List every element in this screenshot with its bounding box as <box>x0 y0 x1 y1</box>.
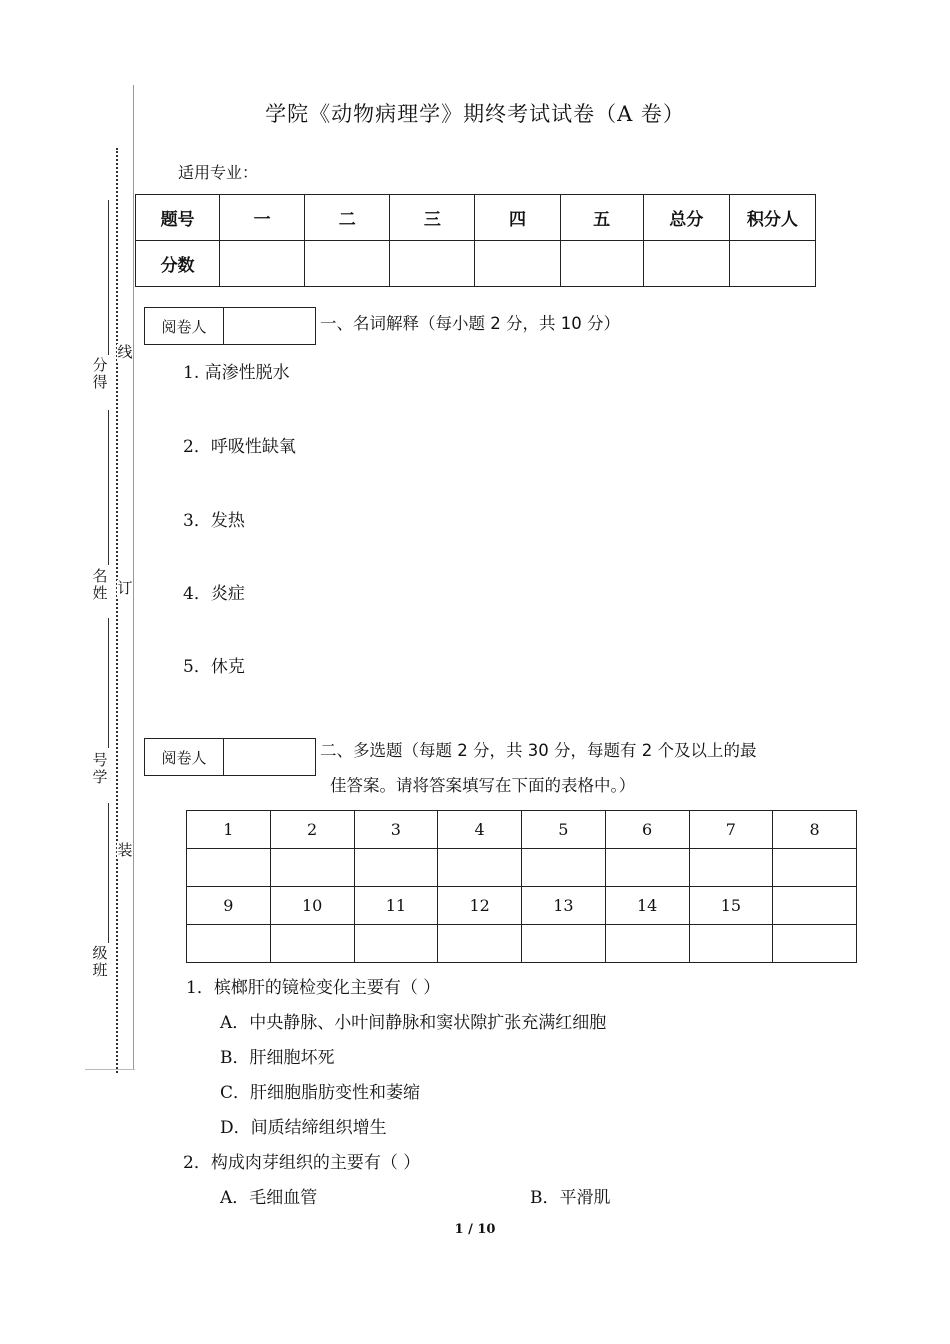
answer-number: 7 <box>689 811 773 849</box>
answer-number: 2 <box>270 811 354 849</box>
question-option: A．毛细血管 <box>220 1188 318 1208</box>
score-cell[interactable] <box>475 241 560 287</box>
answer-cell[interactable] <box>438 925 522 963</box>
score-table <box>135 194 816 287</box>
score-header-cell: 四 <box>475 195 560 241</box>
question-stem: 2．构成肉芽组织的主要有（ ） <box>183 1153 421 1173</box>
answer-number: 5 <box>522 811 606 849</box>
score-cell[interactable] <box>305 241 390 287</box>
reviewer-field[interactable] <box>224 308 315 344</box>
reviewer-label: 阅卷人 <box>145 308 224 344</box>
answer-number <box>773 887 857 925</box>
answer-fill-row <box>187 925 857 963</box>
answer-number: 15 <box>689 887 773 925</box>
answer-cell[interactable] <box>438 849 522 887</box>
score-header-cell: 积分人 <box>729 195 815 241</box>
answer-number-row <box>187 887 857 925</box>
answer-number: 8 <box>773 811 857 849</box>
margin-rule <box>108 410 109 565</box>
reviewer-box <box>144 738 316 776</box>
answer-number: 11 <box>354 887 438 925</box>
bind-mark-line: 线 <box>117 343 133 361</box>
margin-rule <box>108 618 109 748</box>
question-option: B．平滑肌 <box>530 1188 611 1208</box>
score-table-header-row <box>136 195 816 241</box>
score-row-label: 分数 <box>136 241 220 287</box>
question-option: B．肝细胞坏死 <box>220 1048 335 1068</box>
score-header-cell: 总分 <box>643 195 729 241</box>
page-title: 学院《动物病理学》期终考试试卷（A 卷） <box>265 102 685 126</box>
margin-rule <box>108 803 109 943</box>
score-cell[interactable] <box>560 241 643 287</box>
margin-label-score: 分 得 <box>92 356 108 391</box>
section1-heading: 一、名词解释（每小题 2 分，共 10 分） <box>320 314 620 333</box>
answer-number: 6 <box>605 811 689 849</box>
bind-mark-staple: 订 <box>117 579 133 597</box>
score-header-cell: 二 <box>305 195 390 241</box>
section2-heading-line1: 二、多选题（每题 2 分，共 30 分，每题有 2 个及以上的最 <box>320 741 757 760</box>
answer-cell[interactable] <box>270 925 354 963</box>
score-header-cell: 一 <box>220 195 305 241</box>
answer-cell[interactable] <box>522 925 606 963</box>
question-option: A．中央静脉、小叶间静脉和窦状隙扩张充满红细胞 <box>220 1013 607 1033</box>
score-header-cell: 三 <box>390 195 475 241</box>
score-cell[interactable] <box>220 241 305 287</box>
page-number: 1 / 10 <box>454 1222 496 1237</box>
answer-cell[interactable] <box>773 849 857 887</box>
score-cell[interactable] <box>643 241 729 287</box>
major-label: 适用专业： <box>178 163 259 182</box>
answer-number: 12 <box>438 887 522 925</box>
score-table-value-row <box>136 241 816 287</box>
question-option: C．肝细胞脂肪变性和萎缩 <box>220 1083 421 1103</box>
answer-cell[interactable] <box>522 849 606 887</box>
answer-cell[interactable] <box>605 925 689 963</box>
answer-number: 4 <box>438 811 522 849</box>
answer-cell[interactable] <box>773 925 857 963</box>
answer-number: 9 <box>187 887 271 925</box>
answer-cell[interactable] <box>689 925 773 963</box>
answer-number: 14 <box>605 887 689 925</box>
reviewer-field[interactable] <box>224 739 315 775</box>
term-item: 1. 高渗性脱水 <box>183 363 290 383</box>
answer-number: 10 <box>270 887 354 925</box>
term-item: 4．炎症 <box>183 584 245 604</box>
term-item: 2．呼吸性缺氧 <box>183 437 296 457</box>
bind-mark-bind: 装 <box>117 841 133 859</box>
answer-number: 13 <box>522 887 606 925</box>
answer-cell[interactable] <box>187 849 271 887</box>
margin-label-id: 号 学 <box>92 751 108 786</box>
margin-rule <box>108 200 109 355</box>
binding-dotted-line <box>116 148 118 1073</box>
answer-number-row <box>187 811 857 849</box>
question-option: D．间质结缔组织增生 <box>220 1118 387 1138</box>
answer-number: 1 <box>187 811 271 849</box>
reviewer-box <box>144 307 316 345</box>
reviewer-label: 阅卷人 <box>145 739 224 775</box>
binding-solid-line <box>133 85 134 1070</box>
answer-cell[interactable] <box>354 849 438 887</box>
margin-label-class: 级 班 <box>92 944 108 979</box>
answer-table <box>186 810 857 963</box>
answer-number: 3 <box>354 811 438 849</box>
answer-cell[interactable] <box>270 849 354 887</box>
score-cell[interactable] <box>390 241 475 287</box>
answer-cell[interactable] <box>605 849 689 887</box>
answer-cell[interactable] <box>354 925 438 963</box>
section2-heading-line2: 佳答案。请将答案填写在下面的表格中。） <box>330 776 636 795</box>
score-header-cell: 五 <box>560 195 643 241</box>
answer-fill-row <box>187 849 857 887</box>
term-item: 5．休克 <box>183 657 245 677</box>
answer-cell[interactable] <box>689 849 773 887</box>
answer-cell[interactable] <box>187 925 271 963</box>
margin-bottom-rule <box>85 1069 135 1070</box>
margin-label-name: 名 姓 <box>92 567 108 602</box>
score-cell[interactable] <box>729 241 815 287</box>
question-stem: 1．槟榔肝的镜检变化主要有（ ） <box>186 978 441 998</box>
score-header-cell: 题号 <box>136 195 220 241</box>
term-item: 3．发热 <box>183 511 245 531</box>
